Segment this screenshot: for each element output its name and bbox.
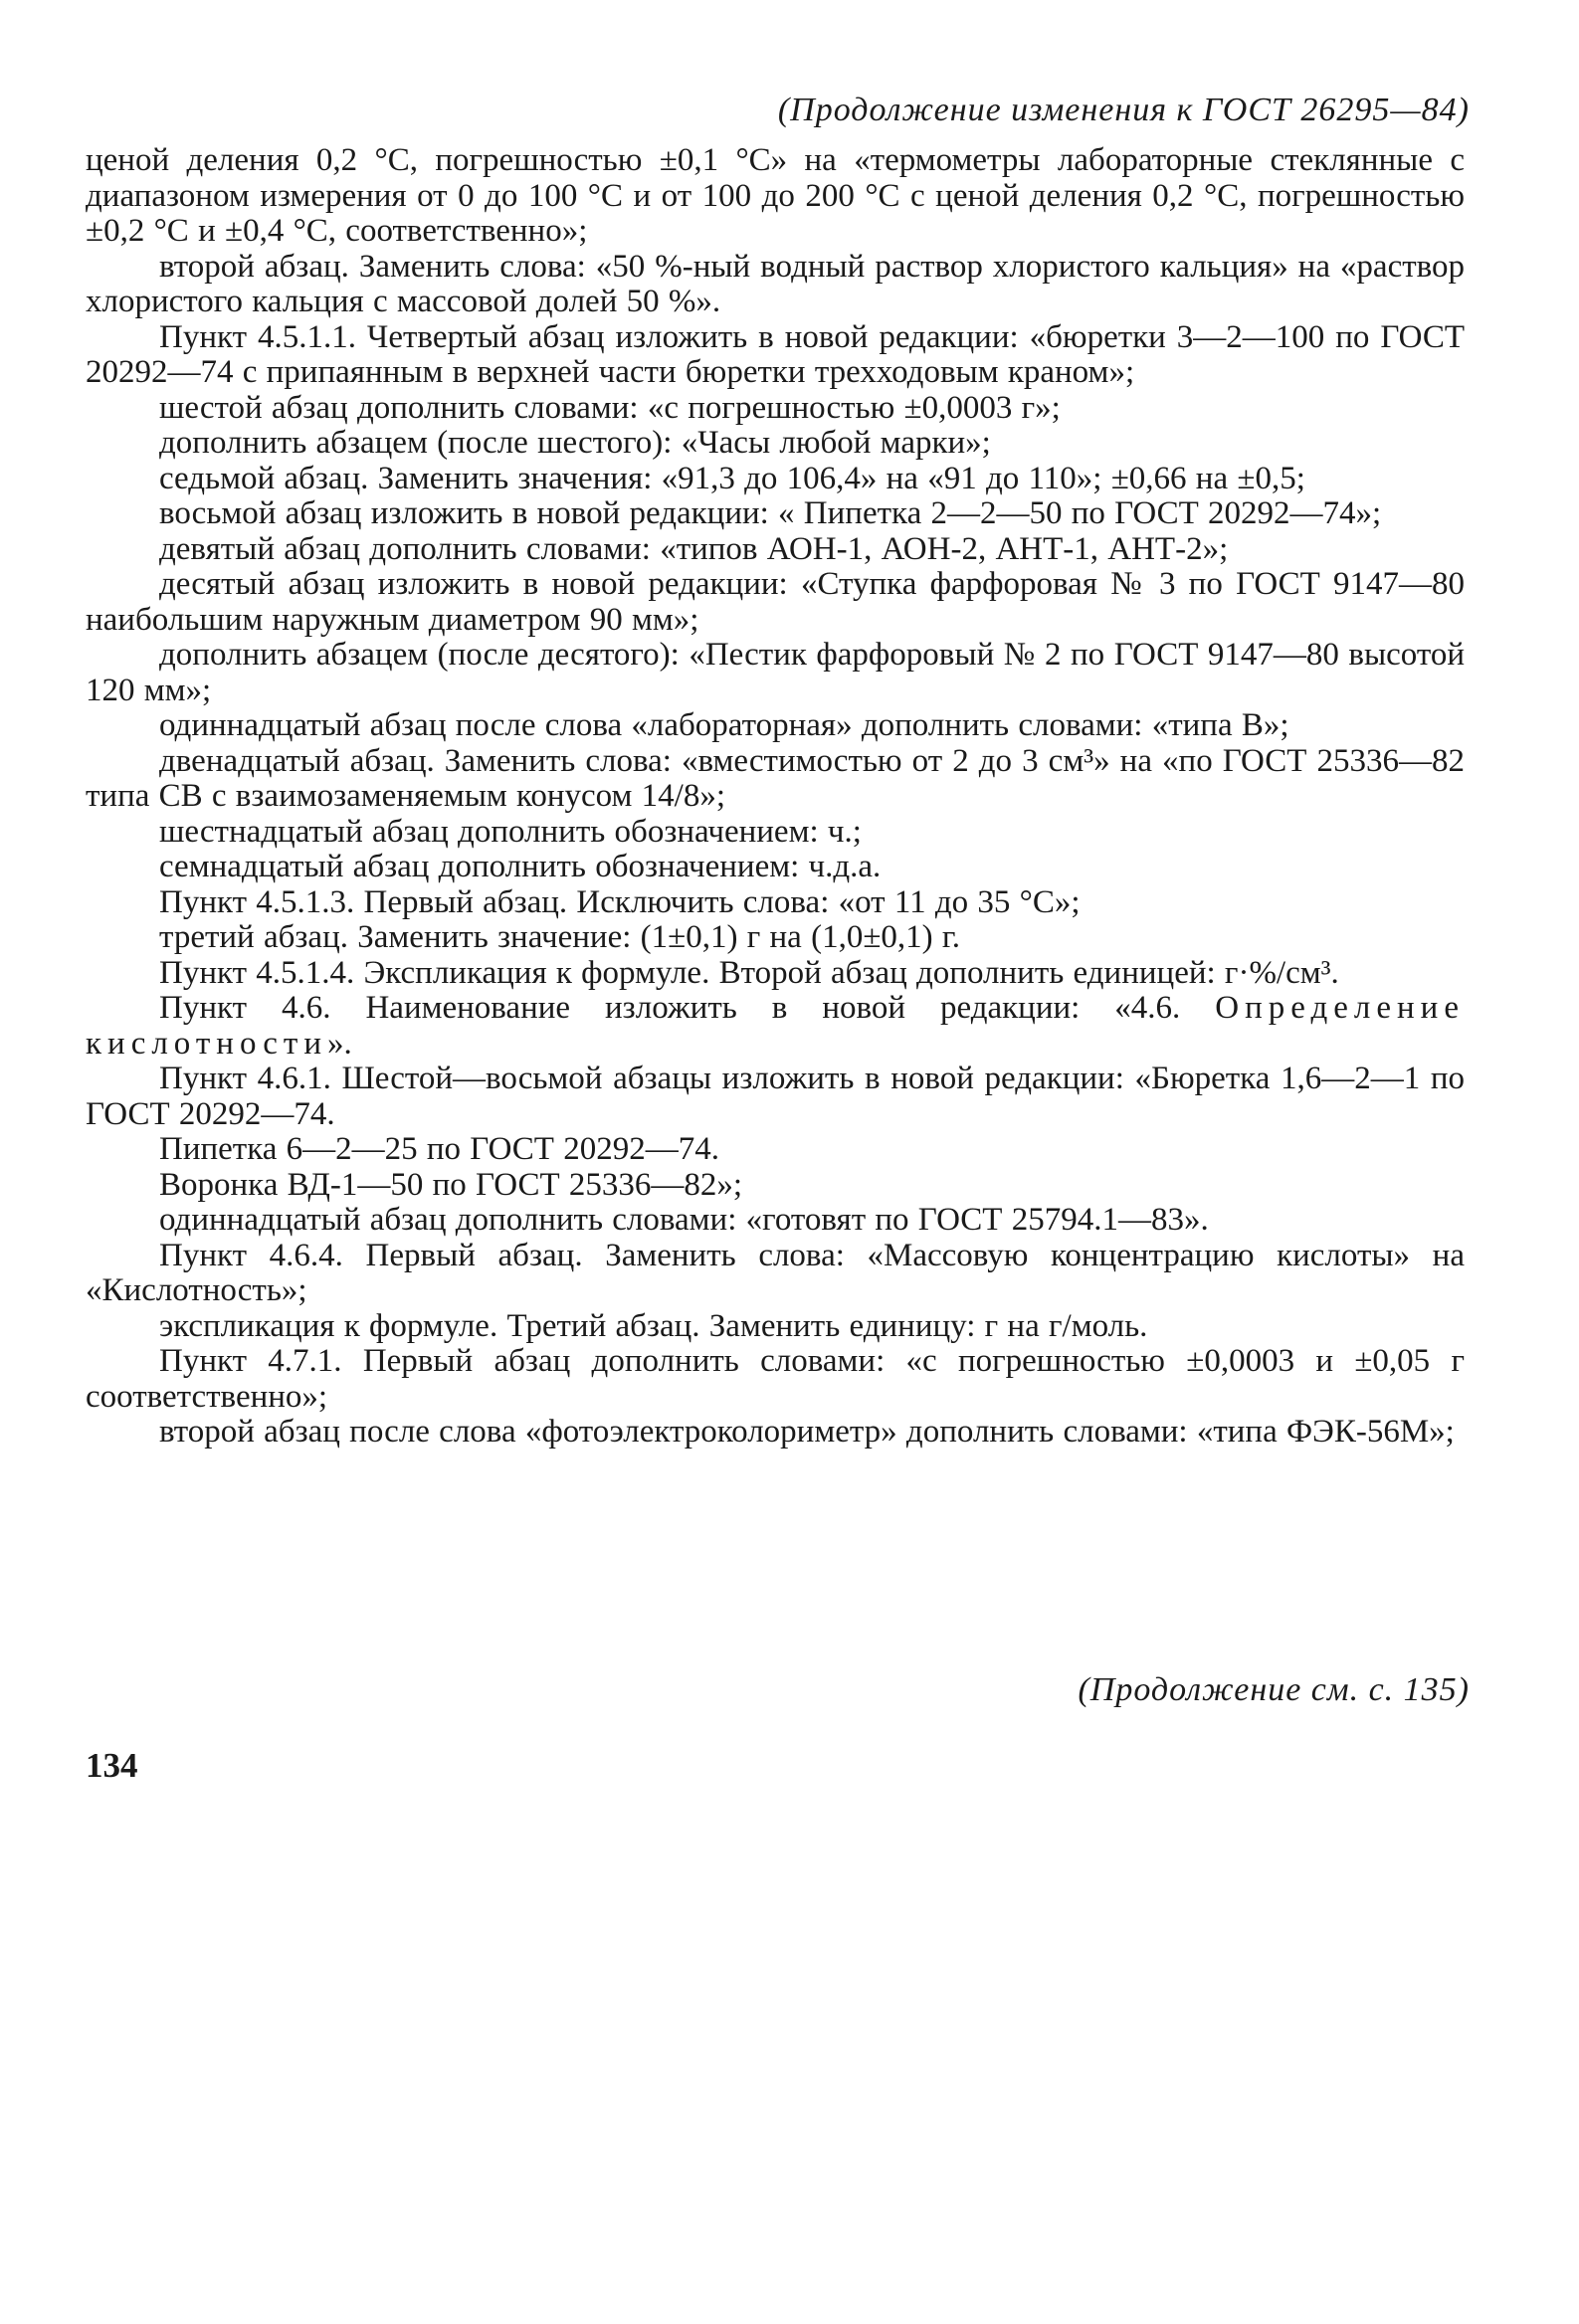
paragraph: второй абзац после слова «фотоэлектроколориметр» дополнить словами: «типа ФЭК-56М»; — [159, 1414, 1455, 1450]
paragraph-section-title — [86, 991, 1465, 1062]
paragraph: экспликация к формуле. Третий абзац. Заменить единицу: г на г/моль. — [159, 1307, 1148, 1344]
paragraph: Пункт 4.5.1.3. Первый абзац. Исключить слова: «от 11 до 35 °С»; — [159, 883, 1081, 920]
page-number: 134 — [86, 1746, 138, 1785]
paragraph: Пункт 4.6.1. Шестой—восьмой абзацы изложить в новой редакции: «Бюретка 1,6—2—1 по ГОСТ 20292—74. — [86, 1061, 1465, 1132]
paragraph: дополнить абзацем (после шестого): «Часы любой марки»; — [159, 425, 991, 461]
paragraph: девятый абзац дополнить словами: «типов АОН-1, АОН-2, АНТ-1, АНТ-2»; — [159, 530, 1229, 567]
paragraph-continued: ценой деления 0,2 °С, погрешностью ±0,1 °С» на «термометры лабораторные стеклянные с диапазоном измерения от 0 до 100 °С и от 100 до 200 °С с ценой деления 0,2 °С, погрешностью ±0,2 °С и ±0,4 °С, соответственно»; — [86, 142, 1465, 249]
continuation-footer: (Продолжение см. с. 135) — [1078, 1671, 1470, 1708]
paragraph: третий абзац. Заменить значение: (1±0,1) г на (1,0±0,1) г. — [159, 919, 960, 955]
paragraph-text: ». — [327, 1025, 352, 1062]
paragraph: двенадцатый абзац. Заменить слова: «вместимостью от 2 до 3 см³» на «по ГОСТ 25336—82 типа СВ с взаимозаменяемым конусом 14/8»; — [86, 742, 1465, 814]
paragraph: седьмой абзац. Заменить значения: «91,3 до 106,4» на «91 до 110»; ±0,66 на ±0,5; — [159, 460, 1305, 496]
paragraph: второй абзац. Заменить слова: «50 %-ный водный раствор хлористого кальция» на «раствор хлористого кальция с массовой долей 50 %». — [86, 248, 1465, 319]
paragraph: одиннадцатый абзац дополнить словами: «готовят по ГОСТ 25794.1—83». — [159, 1202, 1209, 1238]
document-body — [86, 143, 1465, 1451]
paragraph: восьмой абзац изложить в новой редакции: « Пипетка 2—2—50 по ГОСТ 20292—74»; — [159, 495, 1382, 531]
paragraph: семнадцатый абзац дополнить обозначением: ч.д.а. — [159, 849, 882, 884]
paragraph: Воронка ВД-1—50 по ГОСТ 25336—82»; — [159, 1166, 743, 1203]
paragraph: шестнадцатый абзац дополнить обозначением: ч.; — [159, 813, 862, 850]
paragraph: десятый абзац изложить в новой редакции: «Ступка фарфоровая № 3 по ГОСТ 9147—80 наибольшим наружным диаметром 90 мм»; — [86, 566, 1465, 638]
paragraph: Пункт 4.5.1.4. Экспликация к формуле. Второй абзац дополнить единицей: г·%/см³. — [159, 954, 1339, 991]
paragraph: Пункт 4.5.1.1. Четвертый абзац изложить в новой редакции: «бюретки 3—2—100 по ГОСТ 20292—74 с припаянным в верхней части бюретки трехходовым краном»; — [86, 318, 1465, 390]
spaced-section-name: Определение кислотности — [86, 990, 1465, 1062]
paragraph: шестой абзац дополнить словами: «с погрешностью ±0,0003 г»; — [159, 389, 1061, 426]
paragraph: Пипетка 6—2—25 по ГОСТ 20292—74. — [159, 1131, 719, 1167]
paragraph: Пункт 4.6.4. Первый абзац. Заменить слова: «Массовую концентрацию кислоты» на «Кислотность»; — [86, 1237, 1465, 1308]
paragraph: одиннадцатый абзац после слова «лабораторная» дополнить словами: «типа В»; — [159, 707, 1289, 743]
continuation-header: (Продолжение изменения к ГОСТ 26295—84) — [777, 92, 1470, 128]
paragraph-text: Пункт 4.6. Наименование изложить в новой редакции: «4.6. — [159, 990, 1216, 1026]
paragraph: дополнить абзацем (после десятого): «Пестик фарфоровый № 2 по ГОСТ 9147—80 высотой 120 мм»; — [86, 637, 1465, 708]
paragraph: Пункт 4.7.1. Первый абзац дополнить словами: «с погрешностью ±0,0003 и ±0,05 г соответственно»; — [86, 1343, 1465, 1415]
